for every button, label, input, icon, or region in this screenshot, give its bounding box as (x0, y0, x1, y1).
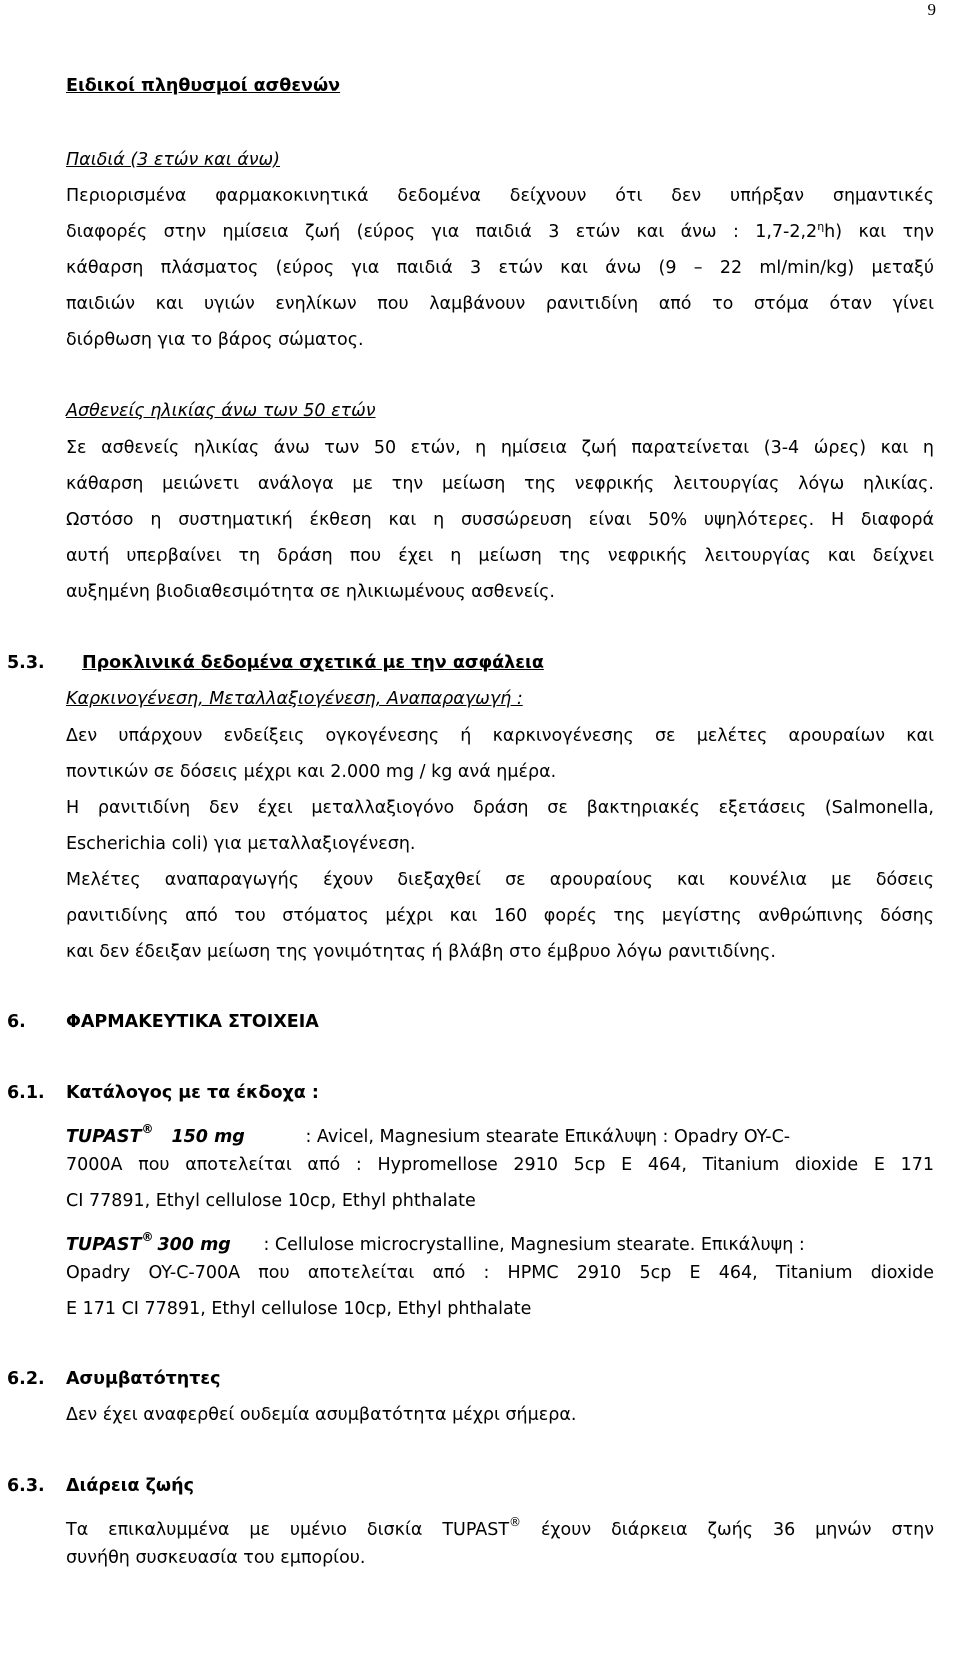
tupast-150-strength: 150 mg (171, 1127, 245, 1147)
children-line-2-sup: η (817, 220, 825, 234)
section-6-1-number: 6.1. (7, 1083, 45, 1103)
section-5-3-line-2: ποντικών σε δόσεις μέχρι και 2.000 mg / kg ανά ημέρα. (66, 762, 557, 782)
special-populations-heading: Ειδικοί πληθυσμοί ασθενών (66, 76, 341, 96)
section-6-3-line-1a: Τα επικαλυμμένα με υμένιο δισκία TUPAST (66, 1520, 510, 1540)
tupast-300-excipients-1: : Cellulose microcrystalline, Magnesium stearate. Επικάλυψη : (263, 1235, 805, 1255)
children-line-5: διόρθωση για το βάρος σώματος. (66, 330, 364, 350)
section-6-3-line-1b: έχουν διάρκεια ζωής 36 μηνών στην (540, 1520, 934, 1540)
tupast-300-reg: ® (141, 1230, 154, 1244)
tupast-300-strength: 300 mg (157, 1235, 231, 1255)
elderly-line-1: Σε ασθενείς ηλικίας άνω των 50 ετών, η ημίσεια ζωή παρατείνεται (3-4 ώρες) και η (66, 438, 934, 458)
tupast-150-line-2: 7000A που αποτελείται από : Hypromellose 2910 5cp E 464, Titanium dioxide E 171 (66, 1155, 934, 1175)
section-5-3-line-4: Escherichia coli) για μεταλλαξιογένεση. (66, 834, 416, 854)
section-6-header (7, 1010, 319, 1034)
section-5-3-line-3: Η ρανιτιδίνη δεν έχει μεταλλαξιογόνο δράση σε βακτηριακές εξετάσεις (Salmonella, (66, 798, 934, 818)
tupast-300-line-3: E 171 CI 77891, Ethyl cellulose 10cp, Ethyl phthalate (66, 1299, 532, 1319)
section-5-3-header (7, 651, 544, 675)
section-6-3-reg: ® (509, 1515, 522, 1529)
tupast-150-reg: ® (141, 1122, 154, 1136)
tupast-150-brand: TUPAST (66, 1127, 142, 1147)
tupast-300-line-2: Opadry OY-C-700A που αποτελείται από : HPMC 2910 5cp E 464, Titanium dioxide (66, 1263, 934, 1283)
children-line-2 (66, 220, 934, 244)
tupast-150-line-3: CI 77891, Ethyl cellulose 10cp, Ethyl phthalate (66, 1191, 476, 1211)
section-6-2-line-1: Δεν έχει αναφερθεί ουδεμία ασυμβατότητα μέχρι σήμερα. (66, 1405, 577, 1425)
children-line-4: παιδιών και υγιών ενηλίκων που λαμβάνουν ρανιτιδίνη από το στόμα όταν γίνει (66, 294, 934, 314)
section-6-3-title: Διάρεια ζωής (66, 1476, 194, 1496)
tupast-300-line-1 (66, 1225, 934, 1257)
section-6-3-number: 6.3. (7, 1476, 45, 1496)
section-6-1-header (7, 1081, 319, 1105)
children-line-3: κάθαρση πλάσματος (εύρος για παιδιά 3 ετών και άνω (9 – 22 ml/min/kg) μεταξύ (66, 258, 934, 278)
section-6-3-header (7, 1474, 194, 1498)
children-subheading: Παιδιά (3 ετών και άνω) (66, 150, 280, 170)
section-6-2-header (7, 1367, 221, 1391)
children-line-2b: h) και την (824, 222, 934, 242)
page-number: 9 (927, 0, 936, 19)
section-5-3-line-1: Δεν υπάρχουν ενδείξεις ογκογένεσης ή καρκινογένεσης σε μελέτες αρουραίων και (66, 726, 934, 746)
section-5-3-line-7: και δεν έδειξαν μείωση της γονιμότητας ή βλάβη στο έμβρυο λόγω ρανιτιδίνης. (66, 942, 776, 962)
section-6-1-title: Κατάλογος με τα έκδοχα : (66, 1083, 319, 1103)
section-6-3-line-2: συνήθη συσκευασία του εμπορίου. (66, 1548, 366, 1568)
section-5-3-subheading: Καρκινογένεση, Μεταλλαξιογένεση, Αναπαραγωγή : (66, 689, 523, 709)
section-6-3-line-1 (66, 1510, 934, 1542)
section-5-3-line-6: ρανιτιδίνης από του στόματος μέχρι και 160 φορές της μεγίστης ανθρώπινης δόσης (66, 906, 934, 926)
elderly-subheading: Ασθενείς ηλικίας άνω των 50 ετών (66, 401, 376, 421)
elderly-line-5: αυξημένη βιοδιαθεσιμότητα σε ηλικιωμένους ασθενείς. (66, 582, 555, 602)
section-6-number: 6. (7, 1012, 26, 1032)
elderly-line-3: Ωστόσο η συστηματική έκθεση και η συσσώρευση είναι 50% υψηλότερες. Η διαφορά (66, 510, 934, 530)
tupast-150-line-1 (66, 1117, 934, 1149)
section-6-title: ΦΑΡΜΑΚΕΥΤΙΚΑ ΣΤΟΙΧΕΙΑ (66, 1012, 319, 1032)
section-5-3-line-5: Μελέτες αναπαραγωγής έχουν διεξαχθεί σε αρουραίους και κουνέλια με δόσεις (66, 870, 934, 890)
section-5-3-title: Προκλινικά δεδομένα σχετικά με την ασφάλεια (82, 653, 544, 673)
section-6-2-number: 6.2. (7, 1369, 45, 1389)
children-line-2a: διαφορές στην ημίσεια ζωή (εύρος για παιδιά 3 ετών και άνω : 1,7-2,2 (66, 222, 818, 242)
tupast-300-brand: TUPAST (66, 1235, 142, 1255)
tupast-150-excipients-1: : Avicel, Magnesium stearate Επικάλυψη : Opadry OY-C- (305, 1127, 791, 1147)
section-6-2-title: Ασυμβατότητες (66, 1369, 221, 1389)
children-line-1: Περιορισμένα φαρμακοκινητικά δεδομένα δείχνουν ότι δεν υπήρξαν σημαντικές (66, 186, 934, 206)
section-5-3-number: 5.3. (7, 653, 45, 673)
elderly-line-4: αυτή υπερβαίνει τη δράση που έχει η μείωση της νεφρικής λειτουργίας και δείχνει (66, 546, 934, 566)
elderly-line-2: κάθαρση μειώνετι ανάλογα με την μείωση της νεφρικής λειτουργίας λόγω ηλικίας. (66, 474, 934, 494)
